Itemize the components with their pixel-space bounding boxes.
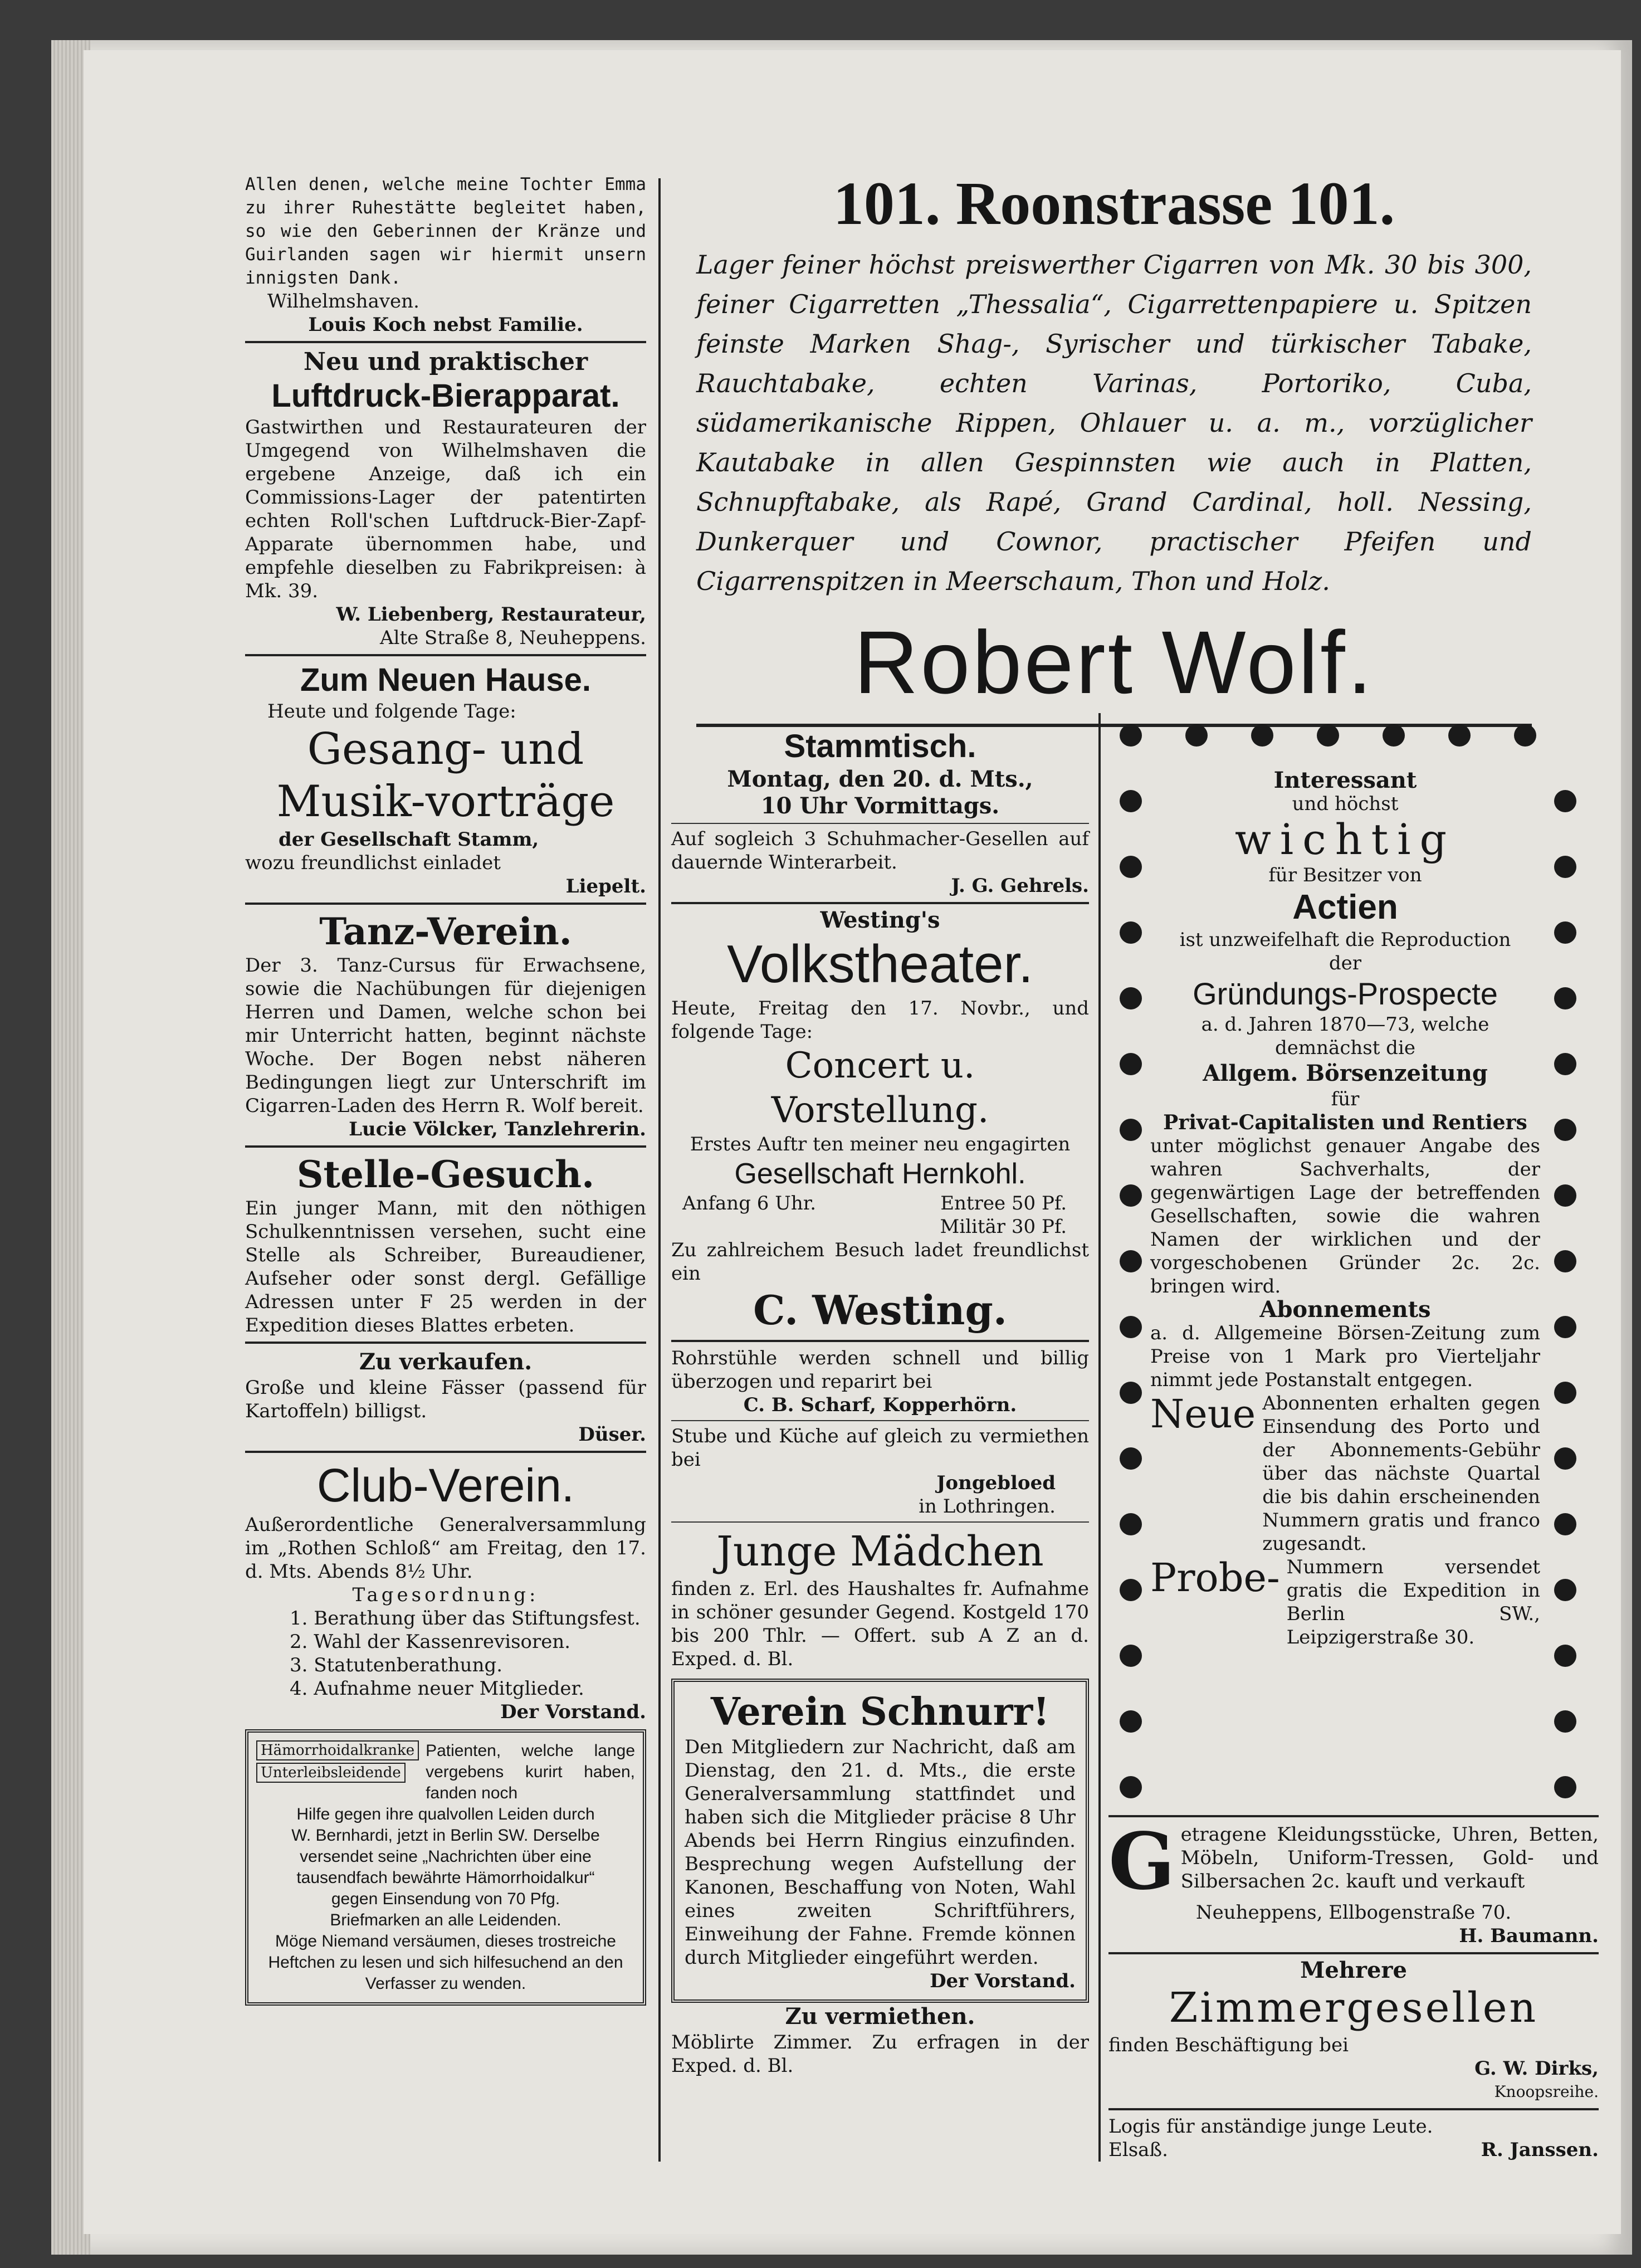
boerse-text: unter möglichst genauer Angabe des wahren Sachverhalts, der gegenwärtigen Lage der betreffenden Gesellschaften, sowie die wahren Namen der wirklichen und der vorgeschobenen Gründer 2c. 2c. bringen wird. (1150, 1135, 1540, 1298)
club-title: Club-Verein. (316, 1459, 575, 1511)
verkaufen-sign: Düser. (578, 1423, 646, 1446)
haemo-text-3: Möge Niemand versäumen, dieses trostreiche Heftchen zu lesen und sich hilfesuchend an den Verfasser zu wenden. (268, 1932, 623, 1993)
schnurr-ad (671, 1679, 1089, 2003)
maedchen-text: finden z. Erl. des Haushaltes fr. Aufnahme in schöner gesunder Gegend. Kostgeld 170 bis 200 Thlr. — Offert. sub A Z an d. Exped. d. Bl. (671, 1578, 1089, 1670)
decorative-dot (1554, 1184, 1576, 1207)
thanks-text: Allen denen, welche meine Tochter Emma zu ihrer Ruhestätte begleitet haben, so wie den Geberinnen der Kränze und Guirlanden sagen wir hiermit unsern innigsten Dank. (245, 174, 646, 288)
volks-kicker: Westing's (820, 907, 940, 933)
decorative-dot (1120, 1316, 1142, 1338)
agenda-item: 2. Wahl der Kassenrevisoren. (290, 1631, 571, 1653)
decorative-dot (1120, 1184, 1142, 1207)
kleider-text: etragene Kleidungsstücke, Uhren, Betten, Möbeln, Uniform-Tressen, Gold- und Silbersachen 2c. kauft und verkauft (1180, 1823, 1599, 1893)
decorative-dot (1120, 1513, 1142, 1535)
haemorrhoid-ad (245, 1729, 646, 2006)
boerse-l6: a. d. Jahren 1870—73, welche (1201, 1013, 1489, 1036)
kleider-initial: G (1108, 1816, 1175, 1908)
zimmer-sign: G. W. Dirks, (1474, 2057, 1599, 2080)
tanz-text: Der 3. Tanz-Cursus für Erwachsene, sowie die Nachübungen für diejenigen Herren und Damen, welche schon bei mir Unterricht hatten, beginnt nächste Woche. Der Bogen nebst näheren Bedingungen liegt zur Unterschrift im Cigarren-Laden des Herrn R. Wolf bereit. (245, 954, 646, 1117)
schnurr-text: Den Mitgliedern zur Nachricht, daß am Dienstag, den 21. d. Mts., die erste Generalversammlung stattfindet und haben sich die Mitglieder präcise 8 Uhr Abends bei Herrn Ringius einzufinden. Besprechung wegen Aufstellung der Kanonen, Beschaffung von Noten, Wahl eines zweiten Schriftführers, Einweihung der Fahne. Fremde können durch Mitglieder eingeführt werden. (685, 1736, 1076, 1969)
decorative-dot (1514, 724, 1536, 747)
haemo-text-1: Patienten, welche lange vergebens kurirt haben, fanden noch (426, 1742, 635, 1802)
decorative-dot (1120, 1382, 1142, 1404)
club-agenda (245, 1607, 646, 1700)
roon-text: Lager feiner höchst preiswerther Cigarren von Mk. 30 bis 300, feiner Cigarretten „Thessalia“, Cigarrettenpapiere u. Spitzen feinste Marken Shag-, Syrischer und türkischer Tabake, Rauchtabake, echten Varinas, Portoriko, Cuba, südamerikanische Rippen, Ohlauer u. a. m., vorzüglicher Kautabake in allen Gespinnsten wie auch in Platten, Schnupftabake, als Rapé, Grand Cardinal, holl. Nessing, Dunkerquer und Cownor, practischer Pfeifen und Cigarrenspitzen in Meerschaum, Thon und Holz. (696, 250, 1532, 596)
stelle-title: Stelle-Gesuch. (296, 1153, 595, 1196)
decorative-dot (1383, 724, 1405, 747)
boerse-priv: Privat-Capitalisten und Rentiers (1163, 1111, 1527, 1134)
decorative-dot (1120, 1119, 1142, 1141)
rohr-text: Rohrstühle werden schnell und billig überzogen und reparirt bei (671, 1347, 1089, 1393)
boerse-text-4: Nummern versendet gratis die Expedition in Berlin SW., Leipzigerstraße 30. (1286, 1556, 1540, 1648)
roonstrasse-ad (696, 167, 1532, 731)
decorative-dot (1554, 921, 1576, 944)
boerse-gruend: Gründungs-Prospecte (1193, 976, 1498, 1011)
decorative-dot (1554, 790, 1576, 812)
volks-entry: Entree 50 Pf. (940, 1192, 1067, 1215)
haemo-text-2: Hilfe gegen ihre qualvollen Leiden durch W. Bernhardi, jetzt in Berlin SW. Derselbe versendet seine „Nachrichten über eine tausendfach bewährte Hämorrhoidalkur“ gegen Einsendung von 70 Pfg. Briefmarken an alle Leidenden. (291, 1805, 600, 1929)
boerse-probe: Probe- (1150, 1555, 1280, 1601)
boerse-l1: Interessant (1273, 767, 1417, 793)
volks-text-2: Erstes Auftr ten meiner neu engagirten (690, 1133, 1071, 1155)
decorative-dot (1554, 1513, 1576, 1535)
beer-sign: W. Liebenberg, Restaurateur, (336, 603, 646, 626)
kleider-address: Neuheppens, Ellbogenstraße 70. (1195, 1901, 1512, 1924)
boerse-l2: und höchst (1292, 793, 1399, 815)
verkaufen-title: Zu verkaufen. (359, 1349, 533, 1375)
schnurr-sign: Der Vorstand. (930, 1970, 1076, 1992)
decorative-dot (1448, 724, 1471, 747)
haus-title: Zum Neuen Hause. (300, 662, 592, 698)
decorative-dot (1554, 1382, 1576, 1404)
decorative-dot (1120, 1776, 1142, 1798)
decorative-dot (1185, 724, 1208, 747)
decorative-dot (1554, 987, 1576, 1009)
decorative-dot (1120, 1447, 1142, 1470)
decorative-dot (1120, 856, 1142, 878)
newspaper-sheet (84, 50, 1621, 2234)
decorative-dot (1120, 1645, 1142, 1667)
decorative-dot (1120, 1250, 1142, 1272)
decorative-dot (1120, 1710, 1142, 1733)
zimmer-place: Knoopsreihe. (1494, 2082, 1599, 2101)
beer-title: Luftdruck-Bierapparat. (271, 378, 620, 414)
volks-text-3: Zu zahlreichem Besuch ladet freundlichst ein (671, 1239, 1089, 1285)
robert-wolf: Robert Wolf. (853, 612, 1375, 712)
kleider-sign: H. Baumann. (1459, 1925, 1599, 1947)
boerse-big: wichtig (1234, 814, 1456, 864)
zimmer-kicker: Mehrere (1300, 1957, 1407, 1983)
schnurr-title: Verein Schnurr! (710, 1690, 1050, 1734)
boerse-text-2: a. d. Allgemeine Börsen-Zeitung zum Preise von 1 Mark pro Vierteljahr nimmt jede Postanstalt entgegen. (1150, 1322, 1540, 1391)
boerse-neue: Neue (1150, 1391, 1256, 1437)
beer-address: Alte Straße 8, Neuheppens. (380, 627, 646, 649)
thanks-sign: Louis Koch nebst Familie. (308, 314, 583, 336)
volks-start: Anfang 6 Uhr. (682, 1192, 817, 1215)
stube-sign-2: in Lothringen. (919, 1495, 1056, 1518)
logis-place: Elsaß. (1108, 2139, 1168, 2161)
maedchen-title: Junge Mädchen (716, 1528, 1044, 1576)
decorative-dot (1554, 856, 1576, 878)
club-agenda-title: Tagesordnung: (352, 1584, 539, 1606)
club-sign: Der Vorstand. (500, 1701, 646, 1723)
decorative-dot (1554, 1316, 1576, 1338)
stamm-line-1: Montag, den 20. d. Mts., (727, 766, 1033, 792)
boerse-abo: Abonnements (1259, 1296, 1431, 1323)
tanz-title: Tanz-Verein. (319, 910, 572, 953)
decorative-dot (1554, 1053, 1576, 1075)
haus-sub: Heute und folgende Tage: (267, 700, 516, 723)
boerse-l5: der (1329, 952, 1362, 974)
divider-col2 (1098, 713, 1101, 2162)
haus-line: der Gesellschaft Stamm, (279, 828, 539, 851)
decorative-dot (1317, 724, 1339, 747)
column-2 (671, 727, 1089, 2077)
decorative-dot (1554, 1119, 1576, 1141)
beer-kicker: Neu und praktischer (303, 348, 588, 376)
haus-line2: wozu freundlichst einladet (245, 852, 501, 874)
vermieten-title: Zu vermiethen. (785, 2003, 975, 2030)
boerse-actien: Actien (1292, 888, 1398, 926)
volks-big: Concert u. Vorstellung. (771, 1045, 989, 1131)
roon-title: 101. Roonstrasse 101. (833, 169, 1395, 237)
haemo-tag-1: Hämorrhoidalkranke (256, 1740, 419, 1760)
agenda-item: 4. Aufnahme neuer Mitglieder. (290, 1677, 584, 1700)
column-1 (245, 173, 646, 2006)
divider-col1 (658, 178, 661, 2162)
decorative-dot (1120, 921, 1142, 944)
volks-text: Heute, Freitag den 17. Novbr., und folgende Tage: (671, 997, 1089, 1043)
stube-text: Stube und Küche auf gleich zu vermiethen bei (671, 1425, 1089, 1471)
decorative-dot (1554, 1579, 1576, 1601)
decorative-dot (1554, 1776, 1576, 1798)
club-text: Außerordentliche Generalversammlung im „Rothen Schloß“ am Freitag, den 17. d. Mts. Abends 8½ Uhr. (245, 1514, 646, 1583)
volks-sign: C. Westing. (753, 1286, 1007, 1334)
boerse-l3: für Besitzer von (1268, 864, 1422, 886)
stelle-text: Ein junger Mann, mit den nöthigen Schulkenntnissen versehen, sucht eine Stelle als Schreiber, Bureaudiener, Aufseher oder sonst dergl. Gefällige Adressen unter F 25 werden in der Expedition dieses Blattes erbeten. (245, 1197, 646, 1337)
tanz-sign: Lucie Völcker, Tanzlehrerin. (349, 1118, 646, 1140)
boerse-l7: demnächst die (1275, 1037, 1415, 1059)
stamm-title: Stammtisch. (784, 728, 976, 764)
boerse-l8: für (1331, 1088, 1360, 1110)
decorative-dot (1554, 1447, 1576, 1470)
decorative-dot (1120, 1579, 1142, 1601)
zimmer-text: finden Beschäftigung bei (1108, 2034, 1349, 2056)
decorative-dot (1120, 724, 1142, 747)
haus-sign: Liepelt. (565, 875, 646, 898)
boerse-l4: ist unzweifelhaft die Reproduction (1179, 929, 1511, 951)
boerse-frame (1108, 719, 1599, 1811)
boerse-ad (1150, 769, 1540, 1649)
rohr-sign: C. B. Scharf, Kopperhörn. (743, 1394, 1017, 1416)
stube-sign: Jongebloed (936, 1472, 1056, 1494)
schuh-sign: J. G. Gehrels. (951, 875, 1089, 897)
verkaufen-text: Große und kleine Fässer (passend für Kartoffeln) billigst. (245, 1377, 646, 1422)
boerse-text-3: Abonnenten erhalten gegen Einsendung des Porto und der Abonnements-Gebühr über das nächste Quartal die bis dahin erscheinenden Nummern gratis und franco zugesandt. (1262, 1392, 1540, 1555)
vermieten-text: Möblirte Zimmer. Zu erfragen in der Exped. d. Bl. (671, 2031, 1089, 2077)
schuh-text: Auf sogleich 3 Schuhmacher-Gesellen auf dauernde Winterarbeit. (671, 828, 1089, 874)
logis-sign: R. Janssen. (1481, 2139, 1599, 2161)
agenda-item: 3. Statutenberathung. (290, 1654, 503, 1676)
decorative-dot (1251, 724, 1273, 747)
boerse-zeitung: Allgem. Börsenzeitung (1203, 1060, 1488, 1086)
haemo-tag-2: Unterleibsleidende (256, 1763, 406, 1783)
decorative-dot (1120, 1053, 1142, 1075)
decorative-dot (1554, 1250, 1576, 1272)
decorative-dot (1120, 790, 1142, 812)
haus-big: Gesang- und Musik-vorträge (276, 724, 615, 827)
beer-text: Gastwirthen und Restaurateuren der Umgegend von Wilhelmshaven die ergebene Anzeige, daß ich ein Commissions-Lager der patentirten echten Roll'schen Luftdruck-Bier-Zapf-Apparate übernommen habe, und empfehle dieselben zu Fabrikpreisen: à Mk. 39. (245, 416, 646, 602)
decorative-dot (1554, 1710, 1576, 1733)
volks-title: Volkstheater. (727, 934, 1033, 994)
kleider-ad (1108, 1816, 1599, 1908)
decorative-dot (1554, 1645, 1576, 1667)
volks-troupe: Gesellschaft Hernkohl. (734, 1158, 1026, 1190)
decorative-dot (1120, 987, 1142, 1009)
logis-text: Logis für anständige junge Leute. (1108, 2115, 1433, 2138)
zimmer-title: Zimmergesellen (1169, 1984, 1539, 2032)
agenda-item: 1. Berathung über das Stiftungsfest. (290, 1607, 641, 1630)
stamm-line-2: 10 Uhr Vormittags. (760, 793, 1000, 819)
column-3 (1108, 719, 1599, 2162)
thanks-place: Wilhelmshaven. (267, 290, 419, 313)
volks-military: Militär 30 Pf. (940, 1216, 1067, 1238)
